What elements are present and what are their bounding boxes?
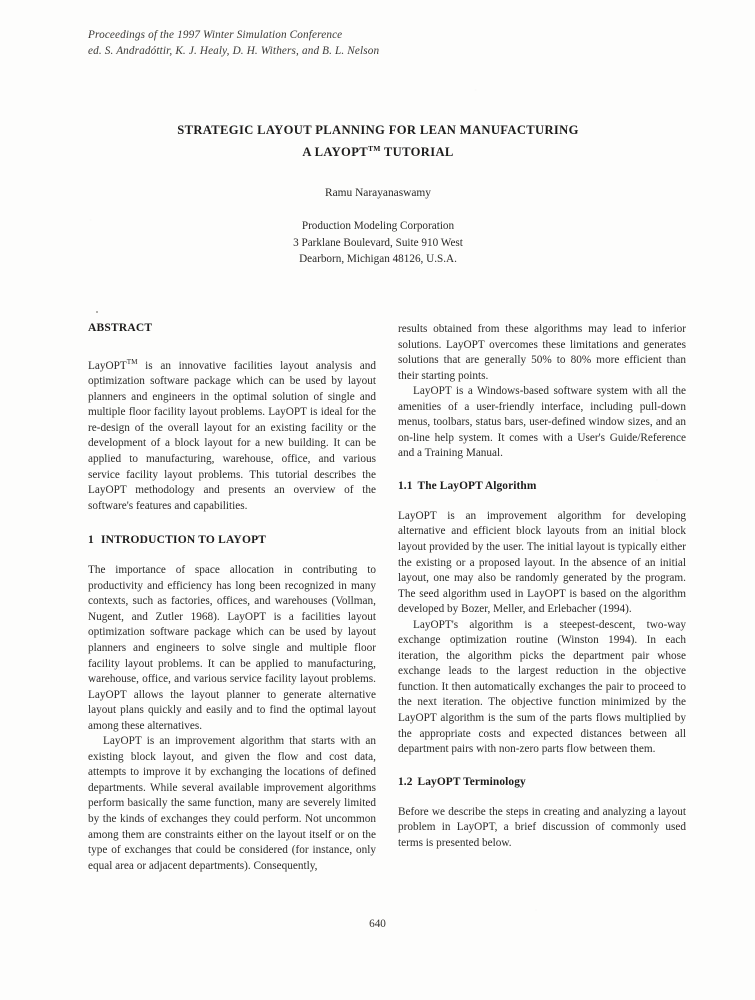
author-affiliation xyxy=(78,218,678,268)
running-header-line2: ed. S. Andradóttir, K. J. Healy, D. H. Withers, and B. L. Nelson xyxy=(88,44,380,57)
abstract-product-name: LayOPT xyxy=(88,359,127,372)
left-column xyxy=(88,322,376,874)
right-paragraph-3: LayOPT is an improvement algorithm for developing alternative and efficient block layouts from an initial block layout provided by the user. The initial layout is typically either the existing or a proposed layout. In the absence of an initial layout, one may also be randomly generated by the program. The seed algorithm used in LayOPT is based on the algorithm developed by Bozer, Meller, and Erlebacher (1994). xyxy=(398,509,686,616)
right-paragraph-2: LayOPT is a Windows-based software system with all the amenities of a user-friendly interface, including pull-down menus, toolbars, status bars, user-defined window sizes, and an on-line help system. It comes with a User's Guide/Reference and a Training Manual. xyxy=(398,385,686,460)
abstract-body-text: is an innovative facilities layout analysis and optimization software package which can be used by layout planners and engineers in the optimal solution of single and multiple floor facility layout problems. LayOPT is ideal for the re-design of the overall layout for an existing facility or the development of a block layout for a new building. It can be applied to manufacturing, warehouse, office, and various service facility layout problems. This tutorial describes the LayOPT methodology and presents an overview of the software's features and capabilities. xyxy=(88,359,376,512)
subsection-number-1-2: 1.2 xyxy=(398,775,413,788)
running-header-line1: Proceedings of the 1997 Winter Simulation Conference xyxy=(88,29,343,41)
page-number: 640 xyxy=(369,918,386,930)
subsection-title-1-1: The LayOPT Algorithm xyxy=(417,479,537,492)
subsection-heading-1-2 xyxy=(398,776,686,788)
affiliation-city: Dearborn, Michigan 48126, U.S.A. xyxy=(299,253,457,265)
right-paragraph-5: Before we describe the steps in creating and analyzing a layout problem in LayOPT, a brief discussion of commonly used terms is presented below. xyxy=(398,805,686,849)
author-name: Ramu Narayanaswamy xyxy=(325,187,431,199)
abstract-trademark-superscript: TM xyxy=(126,358,138,366)
trademark-superscript: TM xyxy=(368,143,381,153)
subsection-number-1-1: 1.1 xyxy=(398,479,413,492)
section-heading-1 xyxy=(88,534,376,546)
left-paragraph-1: The importance of space allocation in contributing to productivity and efficiency has long been recognized in many contexts, such as factories, offices, and warehouses (Vollman, Nugent, and Zutler 1968). LayOPT is a facilities layout optimization software package which can be used by layout planners and engineers to solve single and multiple floor facility layout problems. It can be applied to manufacturing, warehouse, office, and various service facility layout problems. LayOPT allows the layout planner to generate alternative layout plans quickly and easily and to find the optimal layout among these alternatives. xyxy=(88,564,376,732)
subsection-title-1-2: LayOPT Terminology xyxy=(417,775,526,788)
scan-speck xyxy=(96,311,98,313)
abstract-heading: ABSTRACT xyxy=(88,322,153,334)
running-header xyxy=(88,28,648,59)
paper-title-line2 xyxy=(78,140,678,162)
section-number-1: 1 xyxy=(88,534,94,547)
right-paragraph-4: LayOPT's algorithm is a steepest-descent, two-way exchange optimization routine (Winston 1994). In each iteration, the algorithm picks the department pair whose exchange leads to the largest reduction in the objective function. It then automatically exchanges the pair to proceed to the next iteration. The objective function minimized by the LayOPT algorithm is the sum of the parts flows multiplied by the appropriate costs and expected distances between all department pairs with non-zero parts flow between them. xyxy=(398,618,686,756)
right-paragraph-1: results obtained from these algorithms may lead to inferior solutions. LayOPT overcomes these limitations and generates solutions that are generally 50% to 80% more efficient than their starting points. xyxy=(398,323,686,382)
left-paragraph-2: LayOPT is an improvement algorithm that starts with an existing block layout, and given the flow and cost data, attempts to improve it by exchanging the locations of defined departments. While several available improvement algorithms perform basically the same function, many are severely limited by the kinds of exchanges they could perform. Not uncommon among them are constraints either on the layout itself or on the type of exchanges that could be considered (for instance, only equal area or adjacent departments). Consequently, xyxy=(88,735,376,872)
affiliation-street: 3 Parklane Boulevard, Suite 910 West xyxy=(293,236,463,249)
paper-title-line1: STRATEGIC LAYOUT PLANNING FOR LEAN MANUFACTURING xyxy=(177,123,579,137)
abstract-body xyxy=(88,355,376,514)
section-title-1: INTRODUCTION TO LAYOPT xyxy=(100,534,267,547)
paper-title-line2-tail: TUTORIAL xyxy=(380,144,454,159)
paper-title xyxy=(78,122,678,161)
paper-title-line2-main: A LAYOPT xyxy=(302,144,368,159)
right-column xyxy=(398,322,686,851)
affiliation-organization: Production Modeling Corporation xyxy=(301,220,455,232)
subsection-heading-1-1 xyxy=(398,480,686,492)
